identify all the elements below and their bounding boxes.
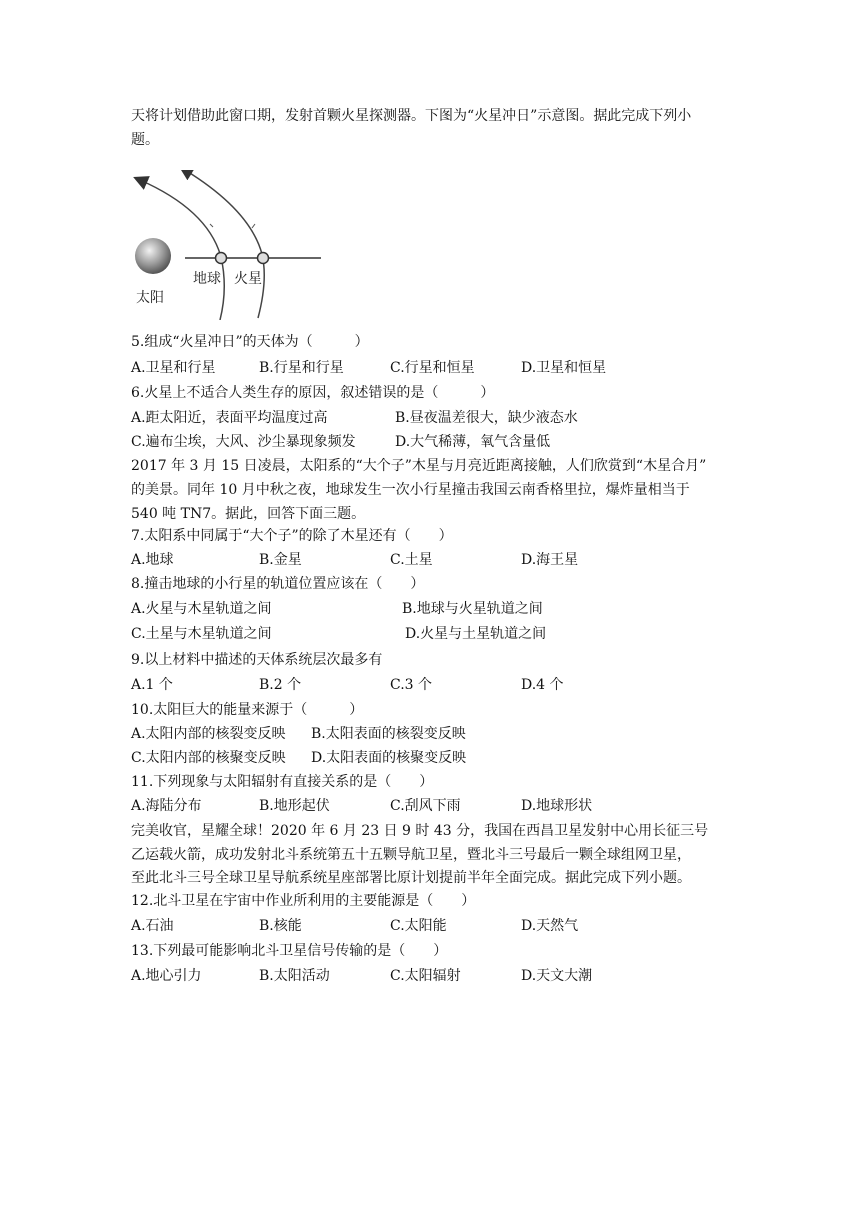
mars-label: 火星 [234, 271, 262, 287]
q12-options [131, 916, 731, 936]
q10-option-c[interactable]: C.太阳内部的核聚变反映 [131, 750, 286, 766]
passage2-line-2: 的美景。同年 10 月中秋之夜，地球发生一次小行星撞击我国云南香格里拉，爆炸量相当于 [131, 482, 690, 498]
q7-option-c[interactable]: C.土星 [390, 552, 433, 568]
q10-stem: 10.太阳巨大的能量来源于（ ） [131, 702, 364, 718]
q11-option-b[interactable]: B.地形起伏 [259, 798, 330, 814]
q5-options [131, 358, 731, 378]
passage2-line-3: 540 吨 TN7。据此，回答下面三题。 [131, 506, 366, 522]
q6-stem: 6.火星上不适合人类生存的原因，叙述错误的是（ ） [131, 385, 495, 401]
q10-option-a[interactable]: A.太阳内部的核裂变反映 [131, 726, 286, 742]
mars-opposition-diagram [128, 170, 328, 320]
earth-marker [216, 253, 227, 264]
q6-option-a[interactable]: A.距太阳近，表面平均温度过高 [131, 410, 328, 426]
mars-marker [258, 253, 269, 264]
q8-option-a[interactable]: A.火星与木星轨道之间 [131, 601, 272, 617]
q7-option-a[interactable]: A.地球 [131, 552, 174, 568]
q9-stem: 9.以上材料中描述的天体系统层次最多有 [131, 652, 383, 668]
q6-option-b[interactable]: B.昼夜温差很大，缺少液态水 [395, 410, 578, 426]
q13-options [131, 966, 731, 986]
q5-option-c[interactable]: C.行星和恒星 [390, 360, 475, 376]
q8-stem: 8.撞击地球的小行星的轨道位置应该在（ ） [131, 576, 425, 592]
q13-option-b[interactable]: B.太阳活动 [259, 968, 330, 984]
q8-options-row-1 [131, 599, 731, 619]
q13-option-c[interactable]: C.太阳辐射 [390, 968, 461, 984]
q11-stem: 11.下列现象与太阳辐射有直接关系的是（ ） [131, 774, 434, 790]
q5-stem: 5.组成“火星冲日”的天体为（ ） [131, 334, 369, 350]
q11-option-a[interactable]: A.海陆分布 [131, 798, 202, 814]
q6-options-row-2 [131, 432, 731, 452]
q12-option-d[interactable]: D.天然气 [521, 918, 579, 934]
q11-option-c[interactable]: C.刮风下雨 [390, 798, 461, 814]
earth-label: 地球 [193, 271, 221, 287]
q10-option-b[interactable]: B.太阳表面的核裂变反映 [311, 726, 466, 742]
q12-option-b[interactable]: B.核能 [259, 918, 302, 934]
q6-option-c[interactable]: C.遍布尘埃，大风、沙尘暴现象频发 [131, 434, 356, 450]
q12-stem: 12.北斗卫星在宇宙中作业所利用的主要能源是（ ） [131, 893, 476, 909]
q5-option-d[interactable]: D.卫星和恒星 [521, 360, 607, 376]
q9-option-a[interactable]: A.1 个 [131, 677, 173, 693]
q9-option-d[interactable]: D.4 个 [521, 677, 564, 693]
q12-option-a[interactable]: A.石油 [131, 918, 174, 934]
q10-options-row-2 [131, 748, 731, 768]
passage3-line-3: 至此北斗三号全球卫星导航系统星座部署比原计划提前半年全面完成。据此完成下列小题。 [131, 870, 691, 886]
passage3-line-1: 完美收官，星耀全球！2020 年 6 月 23 日 9 时 43 分，我国在西昌卫星发射中心用长征三号 [131, 823, 709, 839]
q13-stem: 13.下列最可能影响北斗卫星信号传输的是（ ） [131, 943, 448, 959]
passage2-line-1: 2017 年 3 月 15 日凌晨，太阳系的“大个子”木星与月亮近距离接触，人们欣赏到“木星合月” [131, 458, 707, 474]
q10-option-d[interactable]: D.太阳表面的核聚变反映 [311, 750, 467, 766]
intro-line-2: 题。 [131, 132, 159, 148]
sun-label: 太阳 [136, 290, 164, 306]
q8-options-row-2 [131, 624, 731, 644]
sun-shape [135, 238, 171, 274]
q5-option-b[interactable]: B.行星和行星 [259, 360, 344, 376]
intro-line-1: 天将计划借助此窗口期，发射首颗火星探测器。下图为“火星冲日”示意图。据此完成下列小 [131, 108, 692, 124]
q13-option-a[interactable]: A.地心引力 [131, 968, 202, 984]
q9-option-b[interactable]: B.2 个 [259, 677, 302, 693]
q11-options [131, 796, 731, 816]
q5-option-a[interactable]: A.卫星和行星 [131, 360, 216, 376]
q12-option-c[interactable]: C.太阳能 [390, 918, 447, 934]
q8-option-c[interactable]: C.土星与木星轨道之间 [131, 626, 272, 642]
q9-option-c[interactable]: C.3 个 [390, 677, 433, 693]
q7-options [131, 550, 731, 570]
q7-option-d[interactable]: D.海王星 [521, 552, 579, 568]
q7-stem: 7.太阳系中同属于“大个子”的除了木星还有（ ） [131, 528, 453, 544]
q11-option-d[interactable]: D.地球形状 [521, 798, 593, 814]
q13-option-d[interactable]: D.天文大潮 [521, 968, 593, 984]
q9-options [131, 675, 731, 695]
q7-option-b[interactable]: B.金星 [259, 552, 302, 568]
q10-options-row-1 [131, 724, 731, 744]
q8-option-d[interactable]: D.火星与土星轨道之间 [405, 626, 547, 642]
q6-option-d[interactable]: D.大气稀薄，氧气含量低 [395, 434, 551, 450]
q8-option-b[interactable]: B.地球与火星轨道之间 [402, 601, 543, 617]
passage3-line-2: 乙运载火箭，成功发射北斗系统第五十五颗导航卫星，暨北斗三号最后一颗全球组网卫星， [131, 847, 691, 863]
q6-options-row-1 [131, 408, 731, 428]
